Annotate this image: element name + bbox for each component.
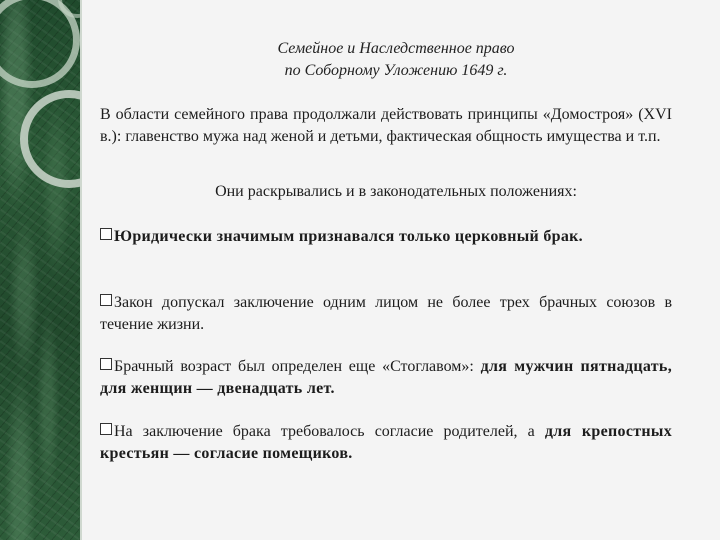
bullet-item [100, 356, 672, 400]
bullet-text: Закон допускал заключение одним лицом не более трех брачных союзов в течение жизни. [100, 294, 672, 333]
decorative-circle [20, 90, 80, 188]
bullet-text: Брачный возраст был определен еще «Стоглавом»: [114, 358, 481, 375]
decorative-sidebar [0, 0, 80, 540]
subheading: Они раскрывались и в законодательных положениях: [215, 183, 577, 200]
checkbox-bullet-icon [100, 423, 112, 435]
slide-title-line: по Соборному Уложению 1649 г. [284, 62, 508, 79]
bullet-item [100, 292, 672, 336]
checkbox-bullet-icon [100, 358, 112, 370]
slide-title-line: Семейное и Наследственное право [277, 40, 515, 57]
bullet-item [100, 226, 672, 248]
slide-title [100, 38, 692, 82]
checkbox-bullet-icon [100, 228, 112, 240]
sidebar-divider [80, 0, 82, 540]
checkbox-bullet-icon [100, 294, 112, 306]
bullet-text: Юридически значимым признавался только церковный брак. [114, 228, 583, 245]
bullet-text-bold: для мужчин пятнадцать, для женщин — двенадцать лет. [100, 358, 672, 397]
bullet-text: На заключение брака требовалось согласие родителей, а [114, 423, 545, 440]
bullet-text-bold: для крепостных крестьян — согласие помещиков. [100, 423, 672, 462]
intro-paragraph: В области семейного права продолжали действовать принципы «Домостроя» (XVI в.): главенство мужа над женой и детьми, фактическая общность имущества и т.п. [100, 106, 672, 145]
bullet-item [100, 421, 672, 465]
